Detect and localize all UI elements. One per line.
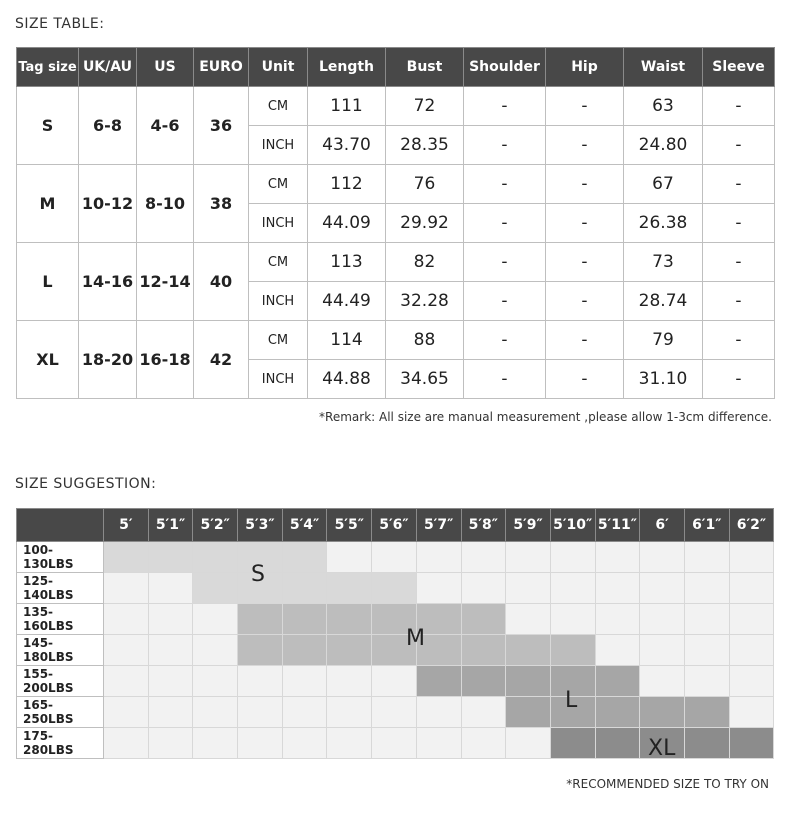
measurement-cell: 63: [624, 87, 703, 126]
measurement-cell: 43.70: [308, 126, 386, 165]
corner-cell: [17, 509, 104, 542]
unit-cell: INCH: [249, 204, 308, 243]
height-header-cell: 5′7″: [416, 509, 461, 542]
suggestion-cell: [193, 635, 238, 666]
measurement-cell: -: [703, 321, 775, 360]
suggestion-cell: [416, 728, 461, 759]
suggestion-cell: [148, 635, 193, 666]
suggestion-cell: [104, 635, 149, 666]
measurement-cell: -: [546, 360, 624, 399]
suggestion-cell: [416, 542, 461, 573]
height-header-cell: 5′9″: [506, 509, 551, 542]
measurement-cell: 24.80: [624, 126, 703, 165]
table-row: [17, 666, 774, 697]
suggestion-cell: [461, 697, 506, 728]
size-tag-cell: L: [17, 243, 79, 321]
suggestion-cell: [193, 573, 238, 604]
height-header-cell: 5′5″: [327, 509, 372, 542]
height-header-cell: 5′1″: [148, 509, 193, 542]
size-label-l: L: [565, 688, 578, 713]
size-euro-cell: 38: [194, 165, 249, 243]
suggestion-cell: [550, 635, 595, 666]
table-row: [17, 243, 775, 282]
size-table-header-cell: Unit: [249, 48, 308, 87]
measurement-cell: 79: [624, 321, 703, 360]
suggestion-cell: [282, 697, 327, 728]
suggestion-cell: [327, 697, 372, 728]
size-uk-cell: 10-12: [79, 165, 137, 243]
suggestion-cell: [104, 604, 149, 635]
suggestion-cell: [327, 604, 372, 635]
measurement-cell: 76: [386, 165, 464, 204]
measurement-cell: 44.49: [308, 282, 386, 321]
suggestion-cell: [282, 635, 327, 666]
suggestion-cell: [461, 542, 506, 573]
suggestion-cell: [550, 573, 595, 604]
measurement-cell: 44.09: [308, 204, 386, 243]
measurement-cell: -: [546, 126, 624, 165]
suggestion-cell: [282, 604, 327, 635]
size-us-cell: 12-14: [137, 243, 194, 321]
size-euro-cell: 40: [194, 243, 249, 321]
unit-cell: INCH: [249, 360, 308, 399]
weight-label-cell: 165-250LBS: [17, 697, 104, 728]
suggestion-cell: [461, 635, 506, 666]
suggestion-cell: [550, 542, 595, 573]
suggestion-cell: [684, 666, 729, 697]
measurement-cell: -: [703, 165, 775, 204]
suggestion-cell: [148, 666, 193, 697]
suggestion-cell: [148, 697, 193, 728]
measurement-cell: -: [703, 204, 775, 243]
size-table-header-cell: Hip: [546, 48, 624, 87]
weight-label-cell: 145-180LBS: [17, 635, 104, 666]
suggestion-cell: [327, 728, 372, 759]
table-row: [17, 604, 774, 635]
size-euro-cell: 36: [194, 87, 249, 165]
size-us-cell: 4-6: [137, 87, 194, 165]
measurement-cell: 72: [386, 87, 464, 126]
measurement-cell: 88: [386, 321, 464, 360]
measurement-cell: 26.38: [624, 204, 703, 243]
measurement-cell: -: [546, 87, 624, 126]
suggestion-cell: [506, 604, 551, 635]
suggestion-cell: [595, 635, 640, 666]
suggestion-cell: [640, 604, 685, 635]
size-label-s: S: [251, 562, 265, 587]
table-row: [17, 697, 774, 728]
table-row: [17, 165, 775, 204]
suggestion-cell: [238, 604, 283, 635]
size-suggestion-note: *RECOMMENDED SIZE TO TRY ON: [566, 777, 769, 791]
suggestion-cell: [416, 697, 461, 728]
suggestion-cell: [104, 697, 149, 728]
measurement-cell: 113: [308, 243, 386, 282]
suggestion-cell: [550, 604, 595, 635]
measurement-cell: -: [546, 282, 624, 321]
suggestion-cell: [238, 666, 283, 697]
suggestion-cell: [684, 697, 729, 728]
measurement-cell: 29.92: [386, 204, 464, 243]
suggestion-cell: [550, 728, 595, 759]
size-uk-cell: 18-20: [79, 321, 137, 399]
size-table-header-cell: Waist: [624, 48, 703, 87]
suggestion-cell: [640, 542, 685, 573]
suggestion-cell: [461, 573, 506, 604]
suggestion-cell: [595, 604, 640, 635]
suggestion-cell: [372, 542, 417, 573]
height-header-cell: 5′6″: [372, 509, 417, 542]
suggestion-cell: [461, 728, 506, 759]
size-tag-cell: XL: [17, 321, 79, 399]
suggestion-cell: [729, 666, 774, 697]
measurement-cell: 82: [386, 243, 464, 282]
suggestion-cell: [640, 666, 685, 697]
table-row: [17, 321, 775, 360]
suggestion-cell: [506, 666, 551, 697]
suggestion-cell: [193, 604, 238, 635]
suggestion-cell: [640, 573, 685, 604]
size-table: [16, 47, 775, 399]
weight-label-cell: 175-280LBS: [17, 728, 104, 759]
suggestion-cell: [506, 573, 551, 604]
size-euro-cell: 42: [194, 321, 249, 399]
measurement-cell: -: [546, 204, 624, 243]
suggestion-cell: [684, 604, 729, 635]
suggestion-cell: [148, 573, 193, 604]
measurement-cell: -: [464, 204, 546, 243]
suggestion-cell: [506, 542, 551, 573]
table-row: [17, 542, 774, 573]
suggestion-cell: [729, 728, 774, 759]
suggestion-cell: [684, 635, 729, 666]
measurement-cell: 67: [624, 165, 703, 204]
measurement-cell: 111: [308, 87, 386, 126]
table-row: [17, 635, 774, 666]
measurement-cell: 28.35: [386, 126, 464, 165]
measurement-cell: 112: [308, 165, 386, 204]
height-header-cell: 6′2″: [729, 509, 774, 542]
height-header-cell: 5′10″: [550, 509, 595, 542]
size-table-header-cell: Bust: [386, 48, 464, 87]
suggestion-cell: [104, 728, 149, 759]
suggestion-cell: [684, 573, 729, 604]
measurement-cell: 31.10: [624, 360, 703, 399]
suggestion-cell: [327, 666, 372, 697]
measurement-cell: -: [703, 126, 775, 165]
size-table-remark: *Remark: All size are manual measurement ,please allow 1-3cm difference.: [319, 410, 772, 424]
size-us-cell: 16-18: [137, 321, 194, 399]
suggestion-cell: [416, 666, 461, 697]
suggestion-cell: [282, 666, 327, 697]
measurement-cell: 34.65: [386, 360, 464, 399]
suggestion-cell: [595, 573, 640, 604]
table-row: [17, 573, 774, 604]
height-header-cell: 5′8″: [461, 509, 506, 542]
suggestion-cell: [148, 604, 193, 635]
size-uk-cell: 14-16: [79, 243, 137, 321]
suggestion-cell: [193, 666, 238, 697]
suggestion-cell: [104, 666, 149, 697]
suggestion-cell: [684, 542, 729, 573]
suggestion-cell: [327, 635, 372, 666]
suggestion-cell: [104, 573, 149, 604]
height-header-cell: 6′1″: [684, 509, 729, 542]
measurement-cell: -: [464, 165, 546, 204]
size-table-header-cell: Tag size: [17, 48, 79, 87]
suggestion-cell: [729, 635, 774, 666]
suggestion-cell: [595, 666, 640, 697]
suggestion-cell: [640, 635, 685, 666]
suggestion-cell: [327, 542, 372, 573]
suggestion-cell: [684, 728, 729, 759]
weight-label-cell: 125-140LBS: [17, 573, 104, 604]
size-suggestion-table: [16, 508, 774, 759]
suggestion-cell: [595, 542, 640, 573]
suggestion-cell: [729, 573, 774, 604]
measurement-cell: 28.74: [624, 282, 703, 321]
suggestion-cell: [372, 728, 417, 759]
suggestion-cell: [148, 728, 193, 759]
measurement-cell: -: [464, 126, 546, 165]
measurement-cell: -: [464, 243, 546, 282]
suggestion-cell: [238, 697, 283, 728]
size-uk-cell: 6-8: [79, 87, 137, 165]
measurement-cell: -: [546, 165, 624, 204]
size-us-cell: 8-10: [137, 165, 194, 243]
unit-cell: CM: [249, 87, 308, 126]
measurement-cell: -: [464, 87, 546, 126]
suggestion-cell: [506, 635, 551, 666]
suggestion-cell: [104, 542, 149, 573]
suggestion-cell: [595, 728, 640, 759]
height-header-cell: 5′11″: [595, 509, 640, 542]
suggestion-cell: [506, 728, 551, 759]
suggestion-cell: [148, 542, 193, 573]
unit-cell: CM: [249, 243, 308, 282]
suggestion-cell: [372, 697, 417, 728]
suggestion-cell: [282, 728, 327, 759]
measurement-cell: 114: [308, 321, 386, 360]
measurement-cell: -: [464, 321, 546, 360]
measurement-cell: -: [703, 360, 775, 399]
measurement-cell: -: [464, 360, 546, 399]
suggestion-cell: [193, 542, 238, 573]
suggestion-cell: [416, 573, 461, 604]
height-header-cell: 5′3″: [238, 509, 283, 542]
size-label-xl: XL: [648, 736, 676, 761]
size-table-header-row: [17, 48, 775, 87]
height-header-cell: 5′4″: [282, 509, 327, 542]
height-header-cell: 5′: [104, 509, 149, 542]
measurement-cell: -: [546, 243, 624, 282]
size-table-header-cell: Shoulder: [464, 48, 546, 87]
measurement-cell: -: [703, 243, 775, 282]
suggestion-cell: [372, 573, 417, 604]
size-table-header-cell: EURO: [194, 48, 249, 87]
suggestion-cell: [729, 542, 774, 573]
suggestion-cell: [640, 697, 685, 728]
size-table-header-cell: UK/AU: [79, 48, 137, 87]
suggestion-cell: [506, 697, 551, 728]
suggestion-cell: [729, 604, 774, 635]
suggestion-cell: [372, 666, 417, 697]
size-tag-cell: M: [17, 165, 79, 243]
suggestion-cell: [193, 728, 238, 759]
unit-cell: INCH: [249, 126, 308, 165]
measurement-cell: -: [464, 282, 546, 321]
size-label-m: M: [406, 626, 425, 651]
unit-cell: INCH: [249, 282, 308, 321]
size-table-header-cell: Length: [308, 48, 386, 87]
suggestion-cell: [461, 604, 506, 635]
weight-label-cell: 100-130LBS: [17, 542, 104, 573]
suggestion-cell: [461, 666, 506, 697]
suggestion-cell: [282, 542, 327, 573]
weight-label-cell: 155-200LBS: [17, 666, 104, 697]
measurement-cell: -: [703, 87, 775, 126]
suggestion-cell: [729, 697, 774, 728]
height-header-cell: 5′2″: [193, 509, 238, 542]
height-header-cell: 6′: [640, 509, 685, 542]
suggestion-cell: [238, 635, 283, 666]
measurement-cell: -: [703, 282, 775, 321]
size-suggestion-heading: SIZE SUGGESTION:: [15, 476, 157, 492]
table-row: [17, 87, 775, 126]
size-table-header-cell: Sleeve: [703, 48, 775, 87]
suggestion-cell: [595, 697, 640, 728]
measurement-cell: 32.28: [386, 282, 464, 321]
measurement-cell: 73: [624, 243, 703, 282]
unit-cell: CM: [249, 321, 308, 360]
size-suggestion-header-row: [17, 509, 774, 542]
weight-label-cell: 135-160LBS: [17, 604, 104, 635]
size-table-header-cell: US: [137, 48, 194, 87]
suggestion-cell: [193, 697, 238, 728]
suggestion-cell: [238, 728, 283, 759]
measurement-cell: 44.88: [308, 360, 386, 399]
unit-cell: CM: [249, 165, 308, 204]
suggestion-cell: [282, 573, 327, 604]
measurement-cell: -: [546, 321, 624, 360]
size-tag-cell: S: [17, 87, 79, 165]
size-table-heading: SIZE TABLE:: [15, 16, 105, 32]
suggestion-cell: [327, 573, 372, 604]
